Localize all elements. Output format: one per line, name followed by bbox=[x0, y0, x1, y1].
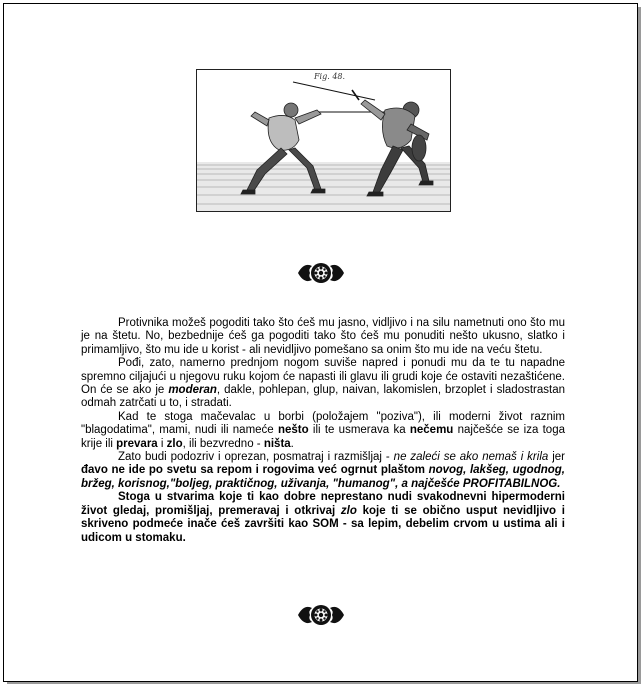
text-run: koje ti se obično usput nevidljivo i skriveno podmeće inače ćeš završiti kao SOM - sa lepim, debelim crvom u ustima ali i udicom u stomaku. bbox=[81, 504, 565, 544]
paragraph bbox=[81, 357, 565, 411]
page-shadow bbox=[638, 7, 641, 684]
text-run: , dakle, pohlepan, glup, naivan, lakomislen, brzoplet i sladostrastan odmah zatrčati u to, i stradati. bbox=[81, 384, 565, 410]
text-run: najčešće se iza toga krije ili bbox=[81, 424, 565, 450]
text-run: , ili bezvredno - bbox=[182, 437, 264, 450]
text-run: Zato budi podozriv i oprezan, posmatraj i razmišljaj - bbox=[118, 451, 394, 464]
body-text bbox=[81, 317, 565, 545]
fencing-illustration bbox=[196, 69, 451, 212]
text-run: nečemu bbox=[409, 424, 454, 437]
figure-label: Fig. 48. bbox=[314, 72, 346, 81]
decorative-ornament bbox=[296, 602, 346, 628]
text-run: ne zaleći se ako nemaš i krila bbox=[393, 451, 549, 464]
text-run: Pođi, zato, namerno prednjom nogom suviše napred i ponudi mu da te tu napadne spremno ciljajući u njegovu ruku kojom će napasti ili glavu ili grudi koje će ostaviti nezaštićene. On će se ako je bbox=[81, 357, 565, 397]
text-run: moderan bbox=[168, 384, 217, 397]
paragraph bbox=[81, 451, 565, 491]
text-run: prevara bbox=[116, 437, 158, 450]
text-run: ili te usmerava ka bbox=[308, 424, 410, 437]
fencers-engraving bbox=[197, 70, 450, 211]
text-run: Kad te stoga mačevalac u borbi (položajem "poziva"), ili moderni život raznim "blagodatima", mami, nudi ili nameće bbox=[81, 410, 565, 437]
text-run: ništa bbox=[263, 437, 291, 450]
text-run: Stoga u stvarima koje ti kao dobre neprestano nudi svakodnevni hipermoderni život gledaj, promišljaj, premeravaj i otkrivaj bbox=[81, 491, 565, 517]
text-run: . bbox=[290, 437, 294, 450]
paragraph bbox=[81, 491, 565, 545]
paragraph bbox=[81, 411, 565, 451]
decorative-ornament bbox=[296, 260, 346, 286]
text-run: Protivnika možeš pogoditi tako što ćeš mu jasno, vidljivo i na silu nametnuti ono što mu je na štetu. No, bezbednije ćeš ga pogoditi tako što ćeš mu ponuditi nešto ukusno, slatko i primamljivo, što mu ide u korist - ali nevidljivo pomešano sa onim što mu ide na veću štetu. bbox=[81, 317, 565, 356]
text-run: zlo bbox=[340, 504, 357, 517]
text-run: i bbox=[157, 437, 167, 450]
text-run: đavo ne ide po svetu sa repom i rogovima već ogrnut plaštom bbox=[81, 464, 429, 477]
text-run: jer bbox=[548, 451, 565, 464]
paragraph bbox=[81, 317, 565, 357]
text-run: nešto bbox=[277, 424, 309, 437]
text-run: novog, lakšeg, ugodnog, bržeg, korisnog,"boljeg, praktičnog, uživanja, "humanog", a najčešće PROFITABILNOG. bbox=[81, 464, 565, 490]
text-run: zlo bbox=[166, 437, 183, 450]
